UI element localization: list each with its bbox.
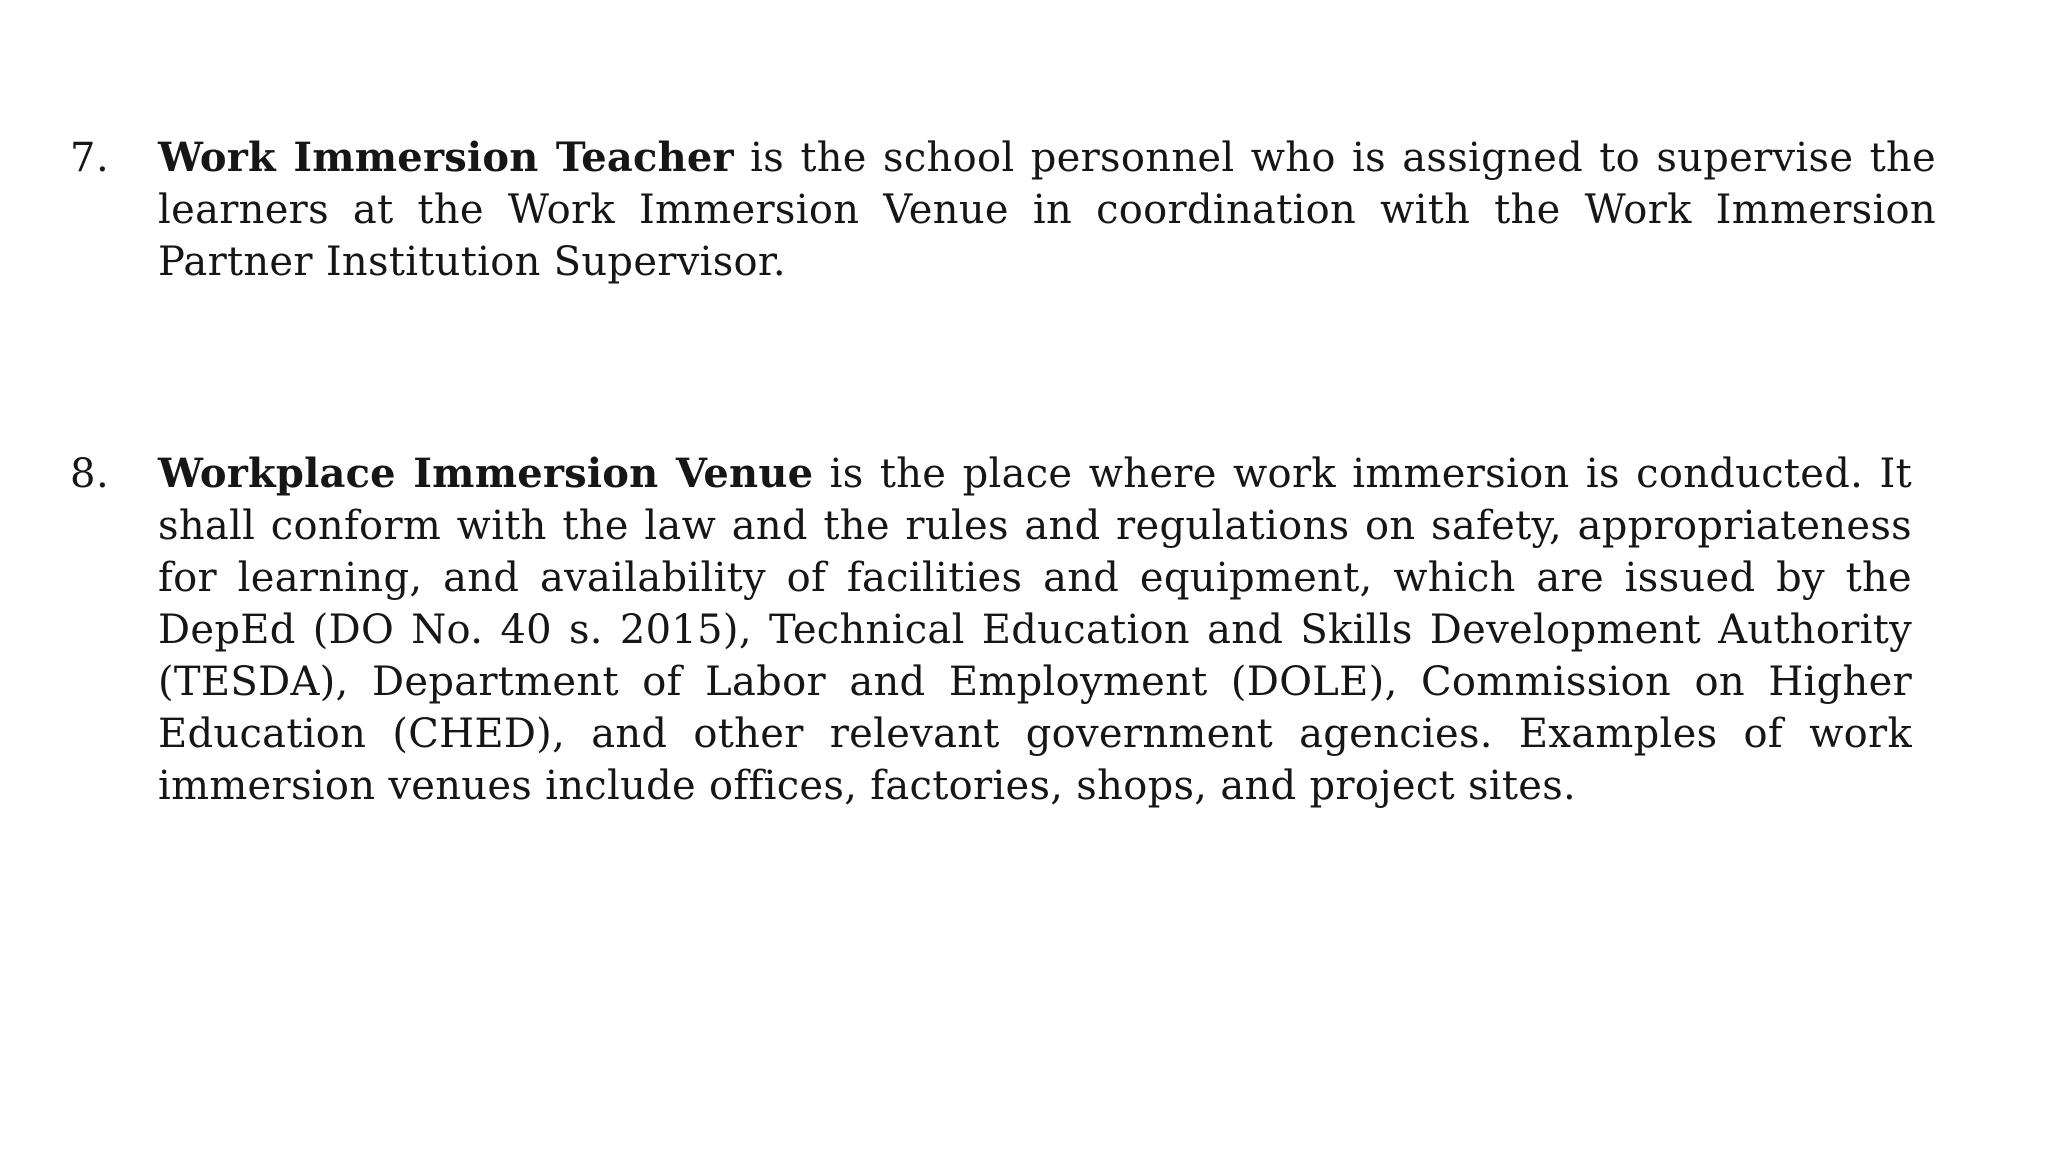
definition-item-7 [70,132,1936,288]
definition-paragraph [158,448,1912,812]
definition-item-8 [70,448,1912,812]
definition-paragraph [158,132,1936,288]
defined-term: Work Immersion Teacher [158,134,734,181]
item-number: 7. [70,135,110,181]
defined-term: Workplace Immersion Venue [158,450,814,497]
item-number: 8. [70,451,110,497]
definition-text: is the place where work immersion is conducted. It shall conform with the law and the rules and regulations on safety, appropriateness for learning, and availability of facilities and equipment, which are issued by the DepEd (DO No. 40 s. 2015), Technical Education and Skills Development Authority (TESDA), Department of Labor and Employment (DOLE), Commission on Higher Education (CHED), and other relevant government agencies. Examples of work immersion venues include offices, factories, shops, and project sites. [158,451,1912,809]
definition-text: is the school personnel who is assigned to supervise the learners at the Work Immersion Venue in coordination with the Work Immersion Partner Institution Supervisor. [158,135,1937,285]
